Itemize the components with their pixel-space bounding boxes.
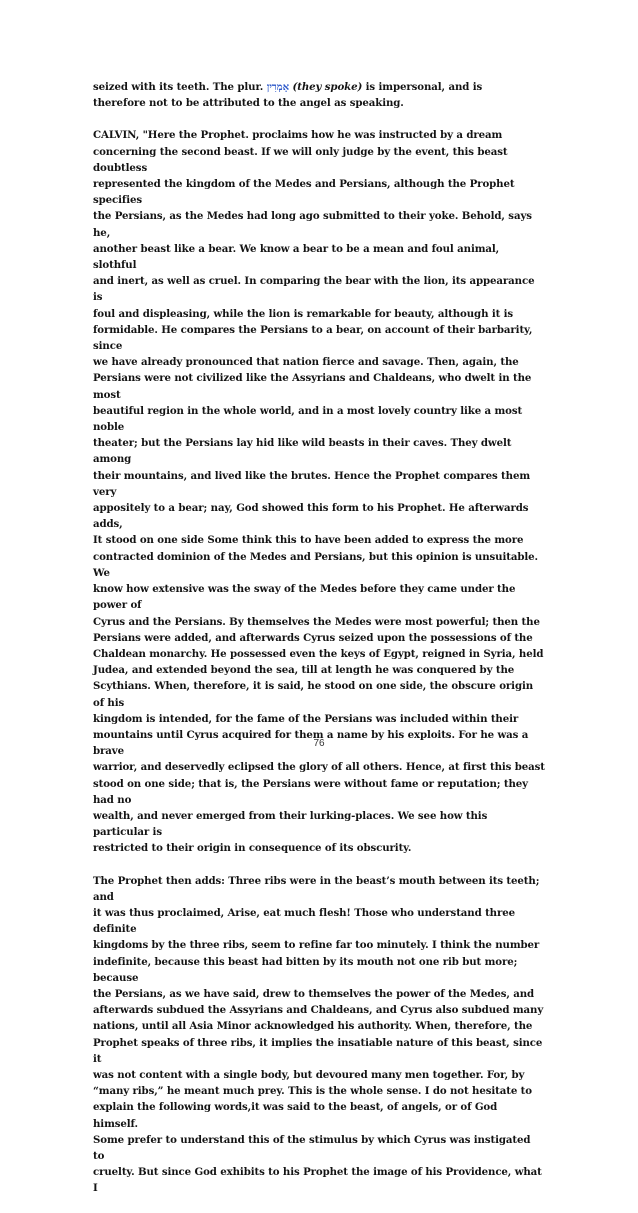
intro-text-end: is impersonal, and is therefore not to be attributed to the angel as speaking. — [93, 81, 483, 110]
prophet-paragraph: The Prophet then adds: Three ribs were in the beast’s mouth between its teeth; and it was thus proclaimed, Arise, eat much flesh! Those who understand three definite kingdoms by the three ribs, seem to refine far too minutely. I think the number indefinite, because this beast had bitten by its mouth not one rib but more; because the Persians, as we have said, drew to themselves the power of the Medes, and afterwards subdued the Assyrians and Chaldeans, and Cyrus also subdued many nations, until all Asia Minor acknowledged his authority. When, therefore, the Prophet speaks of three ribs, it implies the insatiable nature of this beast, since it was not content with a single body, but devoured many men together. For, by “many ribs,” he meant much prey. This is the whole sense. I do not hesitate to explain the following words,it was said to the beast, of angels, or of God himself. Some prefer to understand this of the stimulus by which Cyrus was instigated to cruelty. But since God exhibits to his Prophet the image of his Providence, what I — [93, 874, 544, 1195]
page-number: 76 — [313, 738, 325, 749]
gloss-text: (they spoke) — [289, 81, 363, 93]
intro-paragraph — [93, 79, 545, 111]
page-body — [93, 79, 545, 1213]
hebrew-word: אָמְרִין — [266, 81, 290, 93]
intro-text-start: seized with its teeth. The plur. — [93, 81, 267, 93]
calvin-paragraph: CALVIN, "Here the Prophet. proclaims how he was instructed by a dream concerning the second beast. If we will only judge by the event, this beast doubtless represented the kingdom of the Medes and Persians, although the Prophet specifies the Persians, as the Medes had long ago submitted to their yoke. Behold, says he, another beast like a bear. We know a bear to be a mean and foul animal, slothful and inert, as well as cruel. In comparing the bear with the lion, its appearance is foul and displeasing, while the lion is remarkable for beauty, although it is formidable. He compares the Persians to a bear, on account of their barbarity, since we have already pronounced that nation fierce and savage. Then, again, the Persians were not civilized like the Assyrians and Chaldeans, who dwelt in the most beautiful region in the whole world, and in a most lovely country like a most noble theater; but the Persians lay hid like wild beasts in their caves. They dwelt among their mountains, and lived like the brutes. Hence the Prophet compares them very appositely to a bear; nay, God showed this form to his Prophet. He afterwards adds, It stood on one side Some think this to have been added to express the more contracted dominion of the Medes and Persians, but this opinion is unsuitable. We know how extensive was the sway of the Medes before they came under the power of Cyrus and the Persians. By themselves the Medes were most powerful; then the Persians were added, and afterwards Cyrus seized upon the possessions of the Chaldean monarchy. He possessed even the keys of Egypt, reigned in Syria, held Judea, and extended beyond the sea, till at length he was conquered by the Scythians. When, therefore, it is said, he stood on one side, the obscure origin of his kingdom is intended, for the fame of the Persians was included within their mountains until Cyrus acquired for them a name by his exploits. For he was a brave warrior, and deservedly eclipsed the glory of all others. Hence, at first this beast stood on one side; that is, the Persians were without fame or reputation; they had no wealth, and never emerged from their lurking-places. We see how this particular is restricted to their origin in consequence of its obscurity. — [93, 129, 545, 855]
